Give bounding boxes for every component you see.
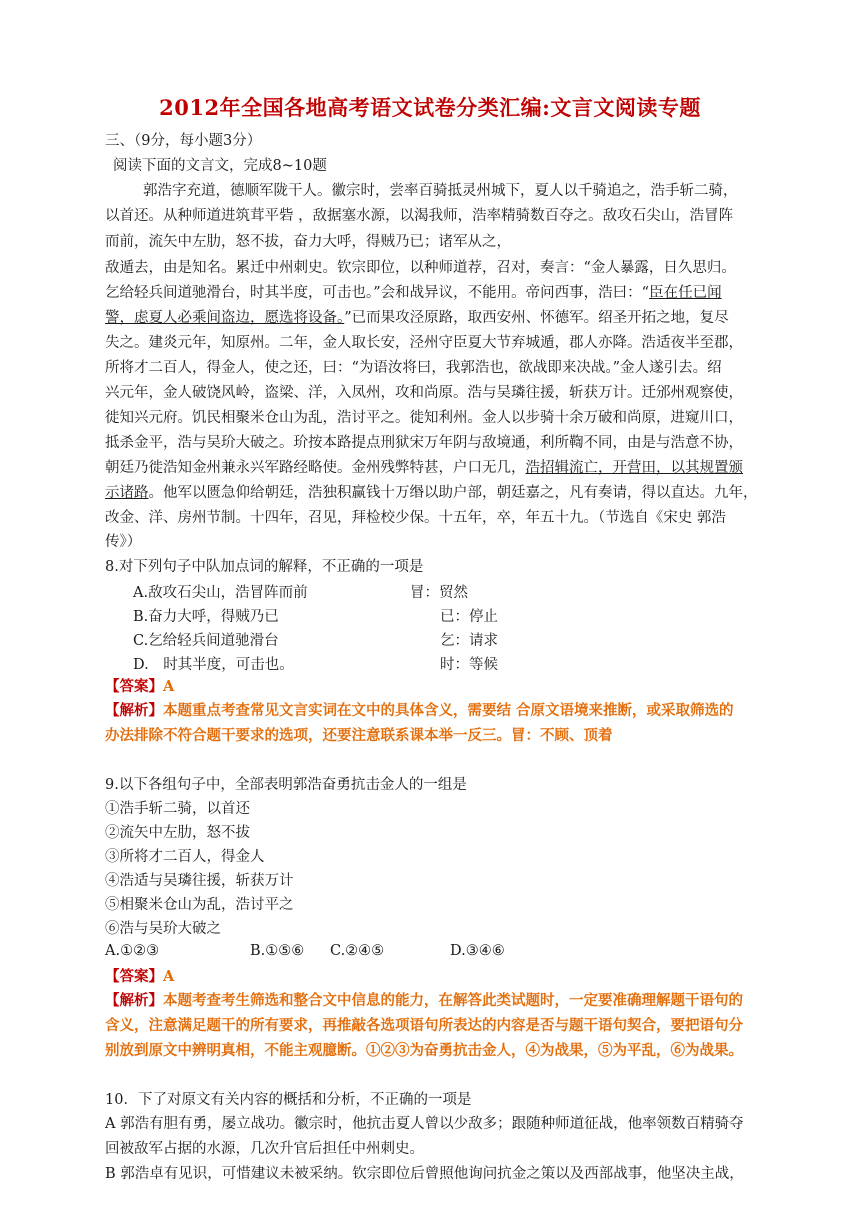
q8-option-c: C.乞给轻兵间道驰滑台 <box>133 633 279 649</box>
passage-line: 抵杀金平，浩与吴玠大破之。玠按本路提点刑狱宋万年阴与敌境通，利所鞫不同，由是与浩意不协， <box>105 435 743 451</box>
question-8-stem: 8.对下列句子中队加点词的解释，不正确的一项是 <box>105 559 424 575</box>
q9-item: ④浩适与吴璘往援，斩获万计 <box>105 873 294 889</box>
q9-item: ⑥浩与吴玠大破之 <box>105 921 221 937</box>
passage-text: 朝廷乃徙浩知金州兼永兴军路经略使。金州残弊特甚，户口无几， <box>105 460 526 476</box>
underlined-sentence: 浩招辑流亡，开营田，以其规置颁 <box>525 460 743 476</box>
q8-option-d: D. 时其半度，可击也。 <box>133 657 294 673</box>
q9-item: ②流矢中左肋，怒不拔 <box>105 825 250 841</box>
passage-line: 而前，流矢中左肋，怒不拔，奋力大呼，得贼乃已；诸军从之， <box>105 234 511 250</box>
passage-text: ”已而果攻泾原路，取西安州、怀德军。绍圣开拓之地，复尽 <box>344 310 729 326</box>
q9-item: ①浩手斩二骑，以首还 <box>105 801 250 817</box>
q9-analysis-line: 别放到原文中辨明真相，不能主观臆断。①②③为奋勇抗击金人，④为战果，⑤为平乱，⑥为战果。 <box>105 1042 743 1059</box>
analysis-text: 本题重点考查常见文言实词在文中的具体含义，需要结 合原文语境来推断，或采取筛选的 <box>163 702 734 719</box>
passage-line: 改金、洋、房州节制。十四年，召见，拜检校少保。十五年，卒，年五十九。（节选自《宋史 郭浩 <box>105 510 726 526</box>
passage-line: 兴元年，金人破饶风岭，盗梁、洋，入凤州，攻和尚原。浩与吴璘往援，斩获万计。迁邠州观察使， <box>105 385 743 401</box>
q9-choice-d: D.③④⑥ <box>450 943 505 959</box>
underlined-sentence: 臣在任已闻 <box>649 285 722 301</box>
answer-value: A <box>163 678 175 695</box>
passage-text: 乞给轻兵间道驰滑台，时其半度，可击也。”会和战异议，不能用。帝问西事，浩曰：“ <box>105 285 650 301</box>
passage-line <box>105 483 775 503</box>
analysis-tag: 【解析】 <box>105 992 163 1009</box>
q9-choice-a: A.①②③ <box>105 943 160 959</box>
answer-tag: 【答案】 <box>105 968 163 985</box>
q8-option-d-gloss: 时：等候 <box>440 657 498 673</box>
q10-line: 回被敌军占据的水源，几次升官后担任中州刺史。 <box>105 1141 424 1157</box>
passage-line <box>105 458 775 478</box>
question-10-stem: 10．下了对原文有关内容的概括和分析，不正确的一项是 <box>105 1092 472 1108</box>
q9-item: ⑤相聚米仓山为乱，浩讨平之 <box>105 897 294 913</box>
q9-answer <box>105 967 775 987</box>
underlined-sentence: 示诸路 <box>105 485 149 501</box>
question-9-stem: 9.以下各组句子中，全部表明郭浩奋勇抗击金人的一组是 <box>105 777 467 793</box>
passage-line: 郭浩字充道，德顺军陇干人。徽宗时，尝率百骑抵灵州城下，夏人以千骑追之，浩手斩二骑， <box>143 183 738 199</box>
underlined-sentence: 警，虑夏人必乘间盗边，愿选将设备。 <box>105 310 345 326</box>
passage-line: 所将才二百人，得金人，使之还，曰：“为语汝将曰，我郭浩也，欲战即来决战。”金人遂引去。绍 <box>105 360 722 376</box>
answer-value: A <box>163 968 175 985</box>
passage-line: 传》） <box>105 534 142 550</box>
passage-line: 以首还。从种师道进筑茸平砦 ，敌据塞水源，以渴我师，浩率精骑数百夺之。敌攻石尖山，浩冒阵 <box>105 208 734 224</box>
passage-line <box>105 308 775 328</box>
passage-line: 敌遁去，由是知名。累迁中州刺史。钦宗即位，以种师道荐，召对，奏言：“金人暴露，日久思归。 <box>105 260 736 276</box>
q8-option-c-gloss: 乞：请求 <box>440 633 498 649</box>
q8-option-a-gloss: 冒：贸然 <box>410 585 468 601</box>
document-title: 2012年全国各地高考语文试卷分类汇编:文言文阅读专题 <box>159 95 701 120</box>
q9-analysis-line: 含义，注意满足题干的所有要求，再推敲各选项语句所表达的内容是否与题干语句契合，要把语句分 <box>105 1017 743 1034</box>
q8-option-b-gloss: 已：停止 <box>440 609 498 625</box>
section-heading: 三、（9分，每小题3分） <box>105 133 262 149</box>
q9-analysis <box>105 991 775 1011</box>
q9-item: ③所将才二百人，得金人 <box>105 849 265 865</box>
q8-option-a: A.敌攻石尖山，浩冒阵而前 <box>133 585 308 601</box>
passage-line: 失之。建炎元年，知原州。二年，金人取长安，泾州守臣夏大节弃城遁，郡人亦降。浩适夜半至郡， <box>105 335 743 351</box>
passage-line <box>105 283 775 303</box>
answer-tag: 【答案】 <box>105 678 163 695</box>
q8-answer <box>105 677 775 697</box>
q8-analysis <box>105 701 775 721</box>
passage-text: 。他军以匮急仰给朝廷，浩独积赢钱十万缗以助户部，朝廷嘉之，凡有奏请，得以直达。九年， <box>148 485 758 501</box>
analysis-tag: 【解析】 <box>105 702 163 719</box>
q10-line: B 郭浩卓有见识，可惜建议未被采纳。钦宗即位后曾照他询问抗金之策以及西部战事，他坚决主战， <box>105 1166 744 1182</box>
q9-choice-c: C.②④⑤ <box>330 943 385 959</box>
section-instruction: 阅读下面的文言文，完成8~10题 <box>113 158 327 174</box>
q8-option-b: B.奋力大呼，得贼乃已 <box>133 609 279 625</box>
q10-line: A 郭浩有胆有勇，屡立战功。徽宗时，他抗击夏人曾以少敌多；跟随种师道征战，他率领数百精骑夺 <box>105 1116 744 1132</box>
q8-analysis-line: 办法排除不符合题干要求的选项，还要注意联系课本举一反三。冒：不顾、顶着 <box>105 727 613 744</box>
analysis-text: 本题考查考生筛选和整合文中信息的能力，在解答此类试题时，一定要准确理解题干语句的 <box>163 992 743 1009</box>
q9-choice-b: B.①⑤⑥ <box>250 943 305 959</box>
passage-line: 徙知兴元府。饥民相聚米仓山为乱，浩讨平之。徙知利州。金人以步骑十余万破和尚原，进窥川口， <box>105 410 743 426</box>
